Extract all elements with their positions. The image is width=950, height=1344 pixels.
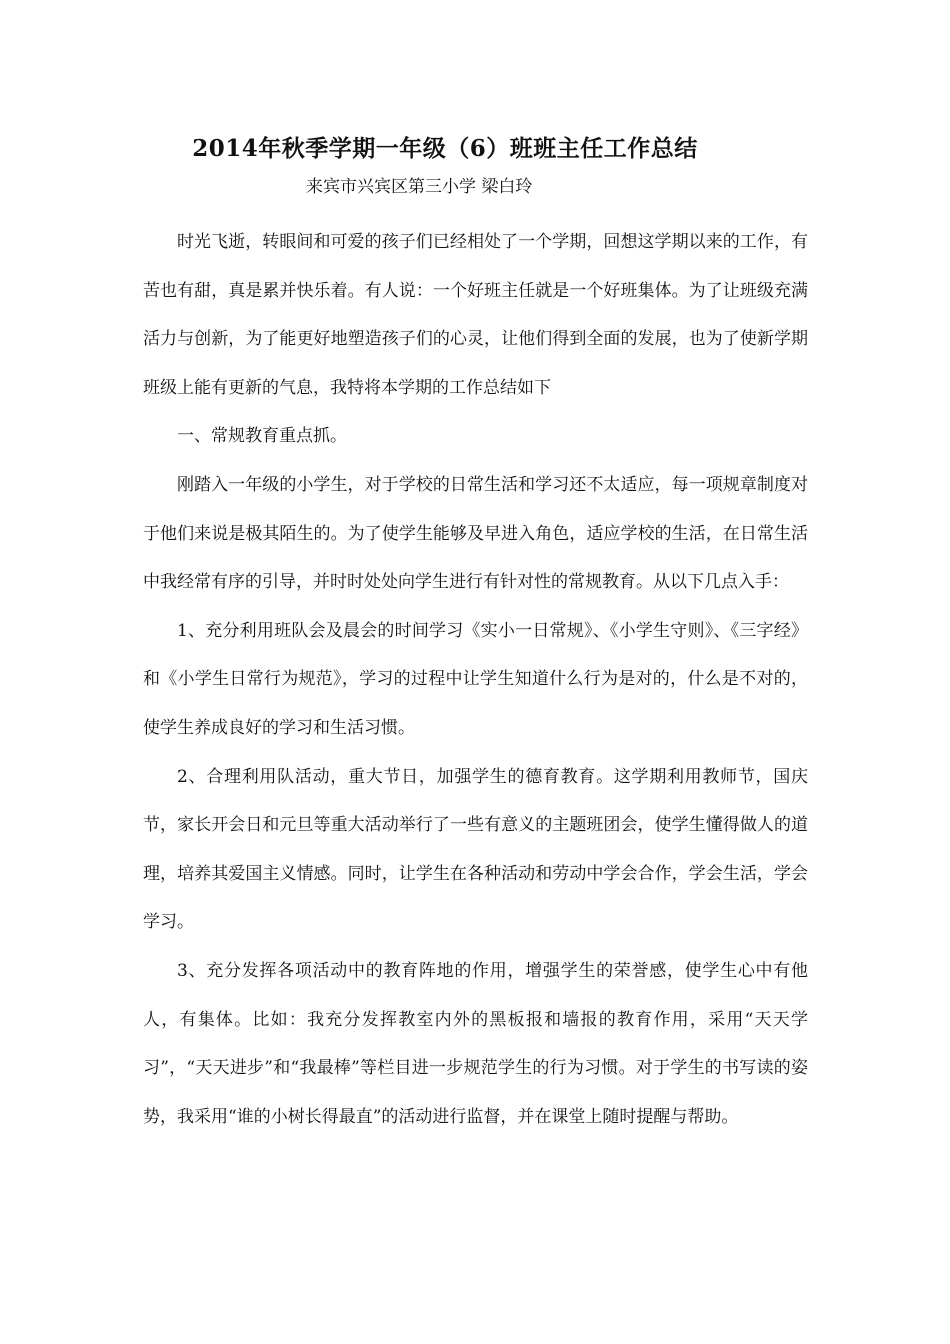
section-heading: 一、常规教育重点抓。 bbox=[177, 426, 347, 447]
paragraph-item-2: 2、合理利用队活动，重大节日，加强学生的德育教育。这学期利用教师节，国庆节，家长开会日和元旦等重大活动举行了一些有意义的主题班团会，使学生懂得做人的道理，培养其爱国主义情感。同时，让学生在各种活动和劳动中学会合作，学会生活，学会学习。 bbox=[143, 766, 808, 933]
document-title: 2014年秋季学期一年级（6）班班主任工作总结 bbox=[192, 135, 698, 162]
paragraph: 刚踏入一年级的小学生，对于学校的日常生活和学习还不太适应，每一项规章制度对于他们来说是极其陌生的。为了使学生能够及早进入角色，适应学校的生活，在日常生活中我经常有序的引导，并时时处处向学生进行有针对性的常规教育。从以下几点入手： bbox=[143, 474, 808, 593]
document-body bbox=[143, 218, 808, 1141]
paragraph-item-3: 3、充分发挥各项活动中的教育阵地的作用，增强学生的荣誉感，使学生心中有他人，有集体。比如：我充分发挥教室内外的黑板报和墙报的教育作用，采用“天天学习”，“天天进步”和“我最棒”等栏目进一步规范学生的行为习惯。对于学生的书写读的姿势，我采用“谁的小树长得最直”的活动进行监督，并在课堂上随时提醒与帮助。 bbox=[143, 960, 808, 1127]
paragraph-intro: 时光飞逝，转眼间和可爱的孩子们已经相处了一个学期，回想这学期以来的工作，有苦也有甜，真是累并快乐着。有人说：一个好班主任就是一个好班集体。为了让班级充满活力与创新，为了能更好地塑造孩子们的心灵，让他们得到全面的发展，也为了使新学期班级上能有更新的气息，我特将本学期的工作总结如下 bbox=[143, 232, 808, 398]
paragraph-item-1: 1、充分利用班队会及晨会的时间学习《实小一日常规》、《小学生守则》、《三字经》和《小学生日常行为规范》，学习的过程中让学生知道什么行为是对的，什么是不对的，使学生养成良好的学习和生活习惯。 bbox=[143, 620, 808, 738]
document-author: 来宾市兴宾区第三小学 梁白玲 bbox=[306, 177, 533, 197]
